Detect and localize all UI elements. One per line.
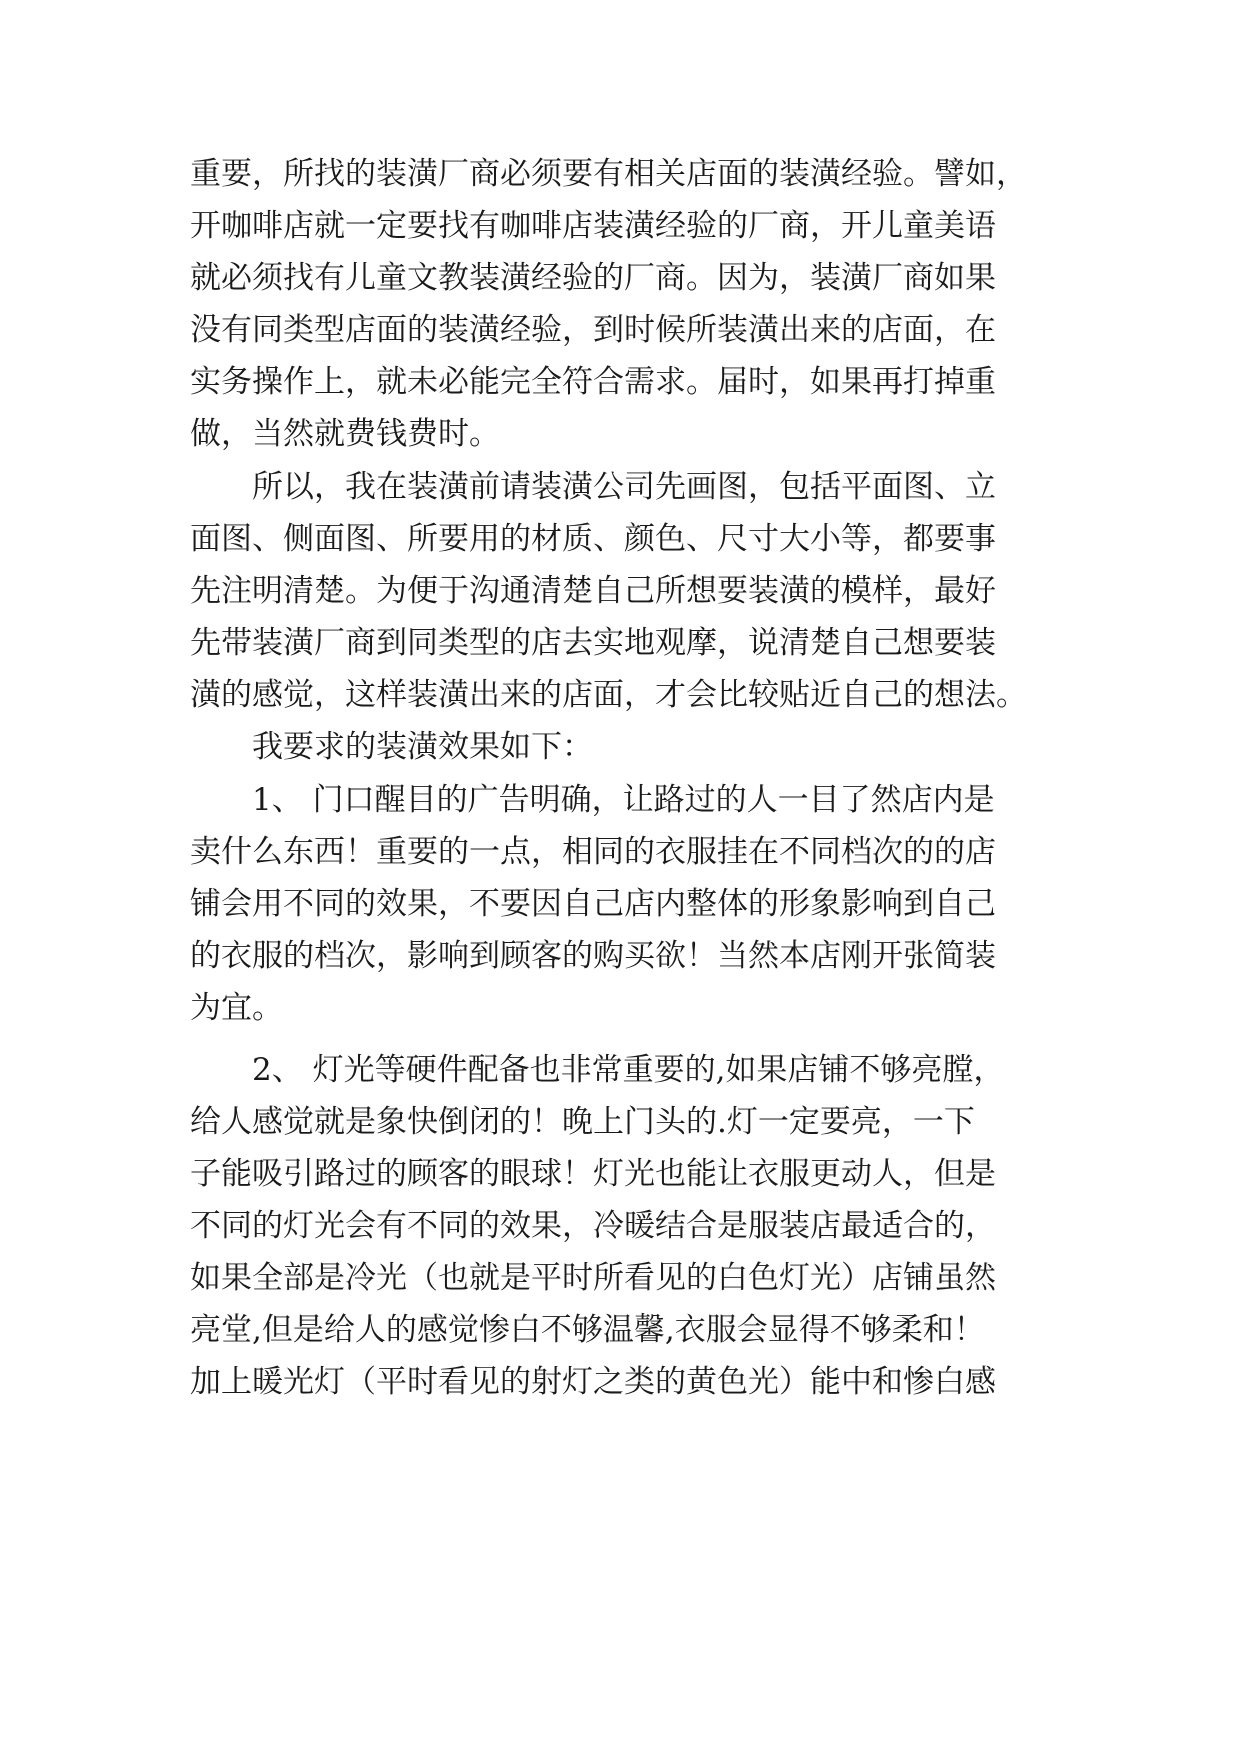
text-line: 先带装潢厂商到同类型的店去实地观摩，说清楚自己想要装 <box>190 625 996 661</box>
paragraph-start-line: 我要求的装潢效果如下： <box>252 729 593 765</box>
text-line: 铺会用不同的效果，不要因自己店内整体的形象影响到自己 <box>190 886 996 922</box>
list-item-2-start: 2、 灯光等硬件配备也非常重要的,如果店铺不够亮膛， <box>252 1052 1005 1088</box>
text-line: 面图、侧面图、所要用的材质、颜色、尺寸大小等，都要事 <box>190 521 996 557</box>
text-line: 亮堂,但是给人的感觉惨白不够温馨,衣服会显得不够柔和！ <box>190 1312 985 1348</box>
text-line: 先注明清楚。为便于沟通清楚自己所想要装潢的模样，最好 <box>190 573 996 609</box>
text-line: 加上暖光灯（平时看见的射灯之类的黄色光）能中和惨白感 <box>190 1364 996 1400</box>
text-line: 潢的感觉，这样装潢出来的店面，才会比较贴近自己的想法。 <box>190 677 1027 713</box>
text-line: 为宜。 <box>190 990 283 1026</box>
text-line: 开咖啡店就一定要找有咖啡店装潢经验的厂商，开儿童美语 <box>190 208 996 244</box>
text-line: 子能吸引路过的顾客的眼球！灯光也能让衣服更动人，但是 <box>190 1156 996 1192</box>
text-line: 给人感觉就是象快倒闭的！晚上门头的.灯一定要亮，一下 <box>190 1104 975 1140</box>
text-line: 实务操作上，就未必能完全符合需求。届时，如果再打掉重 <box>190 364 996 400</box>
text-line: 重要，所找的装潢厂商必须要有相关店面的装潢经验。譬如， <box>190 156 1027 192</box>
text-line: 就必须找有儿童文教装潢经验的厂商。因为，装潢厂商如果 <box>190 260 996 296</box>
text-line: 如果全部是冷光（也就是平时所看见的白色灯光）店铺虽然 <box>190 1260 996 1296</box>
paragraph-start-line: 所以，我在装潢前请装潢公司先画图，包括平面图、立 <box>252 469 996 505</box>
text-line: 不同的灯光会有不同的效果，冷暖结合是服装店最适合的， <box>190 1208 996 1244</box>
list-item-1-start: 1、 门口醒目的广告明确，让路过的人一目了然店内是 <box>252 782 995 818</box>
text-line: 没有同类型店面的装潢经验，到时候所装潢出来的店面，在 <box>190 312 996 348</box>
text-line: 的衣服的档次，影响到顾客的购买欲！当然本店刚开张简装 <box>190 938 996 974</box>
text-line: 卖什么东西！重要的一点，相同的衣服挂在不同档次的的店 <box>190 834 996 870</box>
text-line: 做，当然就费钱费时。 <box>190 416 500 452</box>
